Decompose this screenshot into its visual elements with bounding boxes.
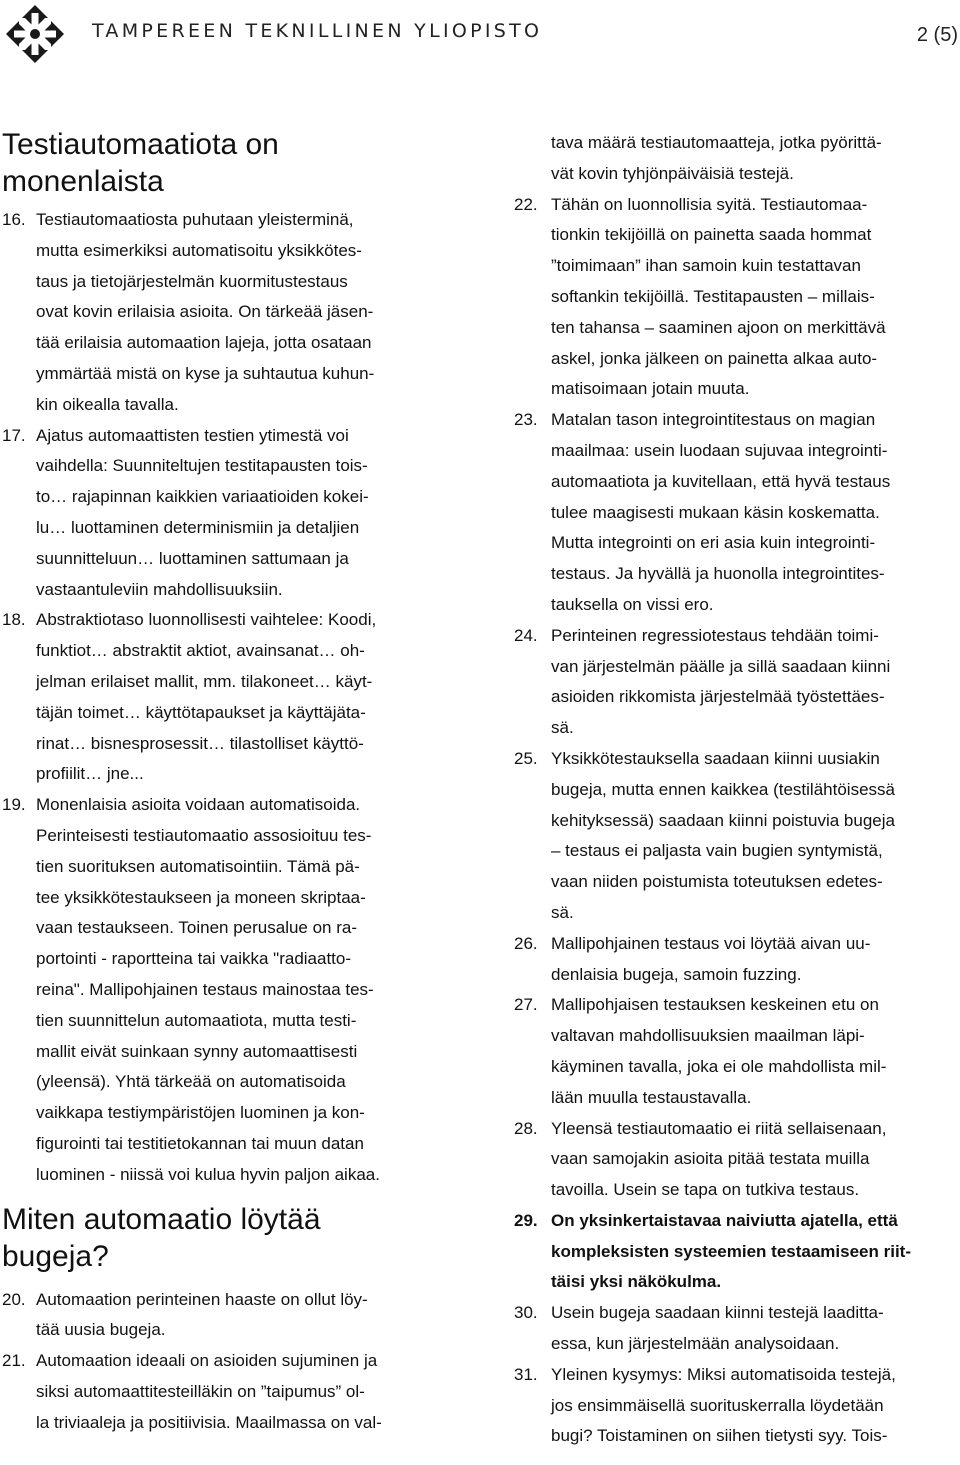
university-name: TAMPEREEN TEKNILLINEN YLIOPISTO	[92, 20, 543, 42]
item-number: 26.	[514, 933, 538, 953]
item-number: 29.	[514, 1210, 538, 1230]
item-number: 22.	[514, 194, 538, 214]
item-number: 30.	[514, 1303, 538, 1323]
list-item-25: 25. Yksikkötestauksella saadaan kiinni uusiakin bugeja, mutta ennen kaikkea (testilähtöisessä kehityksessä) saadaan kiinni poistuvia bugeja – testaus ei paljasta vain bugien syntymistä, vaan niiden poistumista toteutuksen edetes- sä.	[514, 744, 960, 929]
item-number: 28.	[514, 1118, 538, 1138]
item-number: 27.	[514, 995, 538, 1015]
university-logo-icon	[4, 3, 66, 65]
list-item-16: 16. Testiautomaatiosta puhutaan yleisterminä, mutta esimerkiksi automatisoitu yksikkötes- taus ja tietojärjestelmän kuormitustestaus ovat kovin erilaisia asioita. On tärkeää jäsen- tää erilaisia automaation lajeja, jotta osataan ymmärtää mistä on kyse ja suhtautua kuhun- kin oikealla tavalla.	[2, 205, 457, 421]
section-heading-finding-bugs: Miten automaatio löytää bugeja?	[2, 1202, 321, 1273]
page-number: 2 (5)	[916, 24, 958, 46]
item-number: 24.	[514, 625, 538, 645]
list-item-27: 27. Mallipohjaisen testauksen keskeinen etu on valtavan mahdollisuuksien maailman läpi- käyminen tavalla, joka ei ole mahdollista mil- lään muulla testaustavalla.	[514, 990, 960, 1113]
list-item-28: 28. Yleensä testiautomaatio ei riitä sellaisenaan, vaan samojakin asioita pitää testata muilla tavoilla. Usein se tapa on tutkiva testaus.	[514, 1114, 960, 1206]
item-number: 18.	[2, 610, 26, 630]
right-column	[514, 128, 960, 1452]
list-item-26: 26. Mallipohjainen testaus voi löytää aivan uu- denlaisia bugeja, samoin fuzzing.	[514, 929, 960, 991]
item-number: 25.	[514, 748, 538, 768]
item-number: 17.	[2, 425, 26, 445]
item-number: 19.	[2, 795, 26, 815]
list-item-20: 20. Automaation perinteinen haaste on ollut löy- tää uusia bugeja.	[2, 1285, 457, 1347]
item-number: 21.	[2, 1351, 26, 1371]
section-heading-automation-types: Testiautomaatiota on monenlaista	[2, 128, 279, 198]
item-number: 23.	[514, 410, 538, 430]
list-item-24: 24. Perinteinen regressiotestaus tehdään toimi- van järjestelmän päälle ja sillä saadaan kiinni asioiden rikkomista järjestelmää työstettäes- sä.	[514, 621, 960, 744]
list-item-19: 19. Monenlaisia asioita voidaan automatisoida. Perinteisesti testiautomaatio assosioituu tes- tien suorituksen automatisointiin. Tämä pä- tee yksikkötestaukseen ja moneen skriptaa- vaan testaukseen. Toinen perusalue on ra- portointi - raportteina tai vaikka "radiaatto- reina". Mallipohjainen testaus mainostaa tes- tien suunnittelun automaatiota, mutta testi- mallit eivät suinkaan synny automaattisesti (yleensä). Yhtä tärkeää on automatisoida vaikkapa testiympäristöjen luominen ja kon- figurointi tai testitietokannan tai muun datan luominen - niissä voi kulua hyvin paljon aikaa.	[2, 790, 457, 1190]
list-item-22: 22. Tähän on luonnollisia syitä. Testiautomaa- tionkin tekijöillä on painetta saada hommat ”toimimaan” ihan samoin kuin testattavan softankin tekijöillä. Testitapausten – millais- ten tahansa – saaminen ajoon on merkittävä askel, jonka jälkeen on painetta alkaa auto- matisoimaan jotain muuta.	[514, 190, 960, 406]
item-number: 20.	[2, 1289, 26, 1309]
list-item-21: 21. Automaation ideaali on asioiden sujuminen ja siksi automaattitesteilläkin on ”taipumus” ol- la triviaaleja ja positiivisia. Maailmassa on val-	[2, 1346, 457, 1438]
item-number: 31.	[514, 1364, 538, 1384]
page-header	[0, 0, 960, 80]
left-column	[2, 126, 457, 1438]
item-number: 16.	[2, 210, 26, 229]
list-item-30: 30. Usein bugeja saadaan kiinni testejä laaditta- essa, kun järjestelmään analysoidaan.	[514, 1298, 960, 1360]
list-item-17: 17. Ajatus automaattisten testien ytimestä voi vaihdella: Suunniteltujen testitapausten tois- to… rajapinnan kaikkien variaatioiden kokei- lu… luottaminen determinismiin ja detaljien suunnitteluun… luottaminen sattumaan ja vastaantuleviin mahdollisuuksiin.	[2, 421, 457, 606]
continued-paragraph: tava määrä testiautomaatteja, jotka pyörittä- vät kovin tyhjönpäiväisiä testejä.	[551, 133, 882, 183]
list-item-18: 18. Abstraktiotaso luonnollisesti vaihtelee: Koodi, funktiot… abstraktit aktiot, avainsanat… oh- jelman erilaiset mallit, mm. tilakoneet… käyt- täjän toimet… käyttötapaukset ja käyttäjäta- rinat… bisnesprosessit… tilastolliset käyttö- profiilit… jne...	[2, 605, 457, 790]
list-item-23: 23. Matalan tason integrointitestaus on magian maailmaa: usein luodaan sujuvaa integrointi- automaatiota ja kuvitellaan, että hyvä testaus tulee maagisesti mukaan käsin koskematta. Mutta integrointi on eri asia kuin integrointi- testaus. Ja hyvällä ja huonolla integrointites- tauksella on vissi ero.	[514, 405, 960, 621]
list-item-29-emphasized: 29. On yksinkertaistavaa naiviutta ajatella, että kompleksisten systeemien testaamiseen riit- täisi yksi näkökulma.	[514, 1206, 960, 1298]
list-item-31: 31. Yleinen kysymys: Miksi automatisoida testejä, jos ensimmäisellä suorituskerralla löydetään bugi? Toistaminen on siihen tietysti syy. Tois-	[514, 1360, 960, 1452]
